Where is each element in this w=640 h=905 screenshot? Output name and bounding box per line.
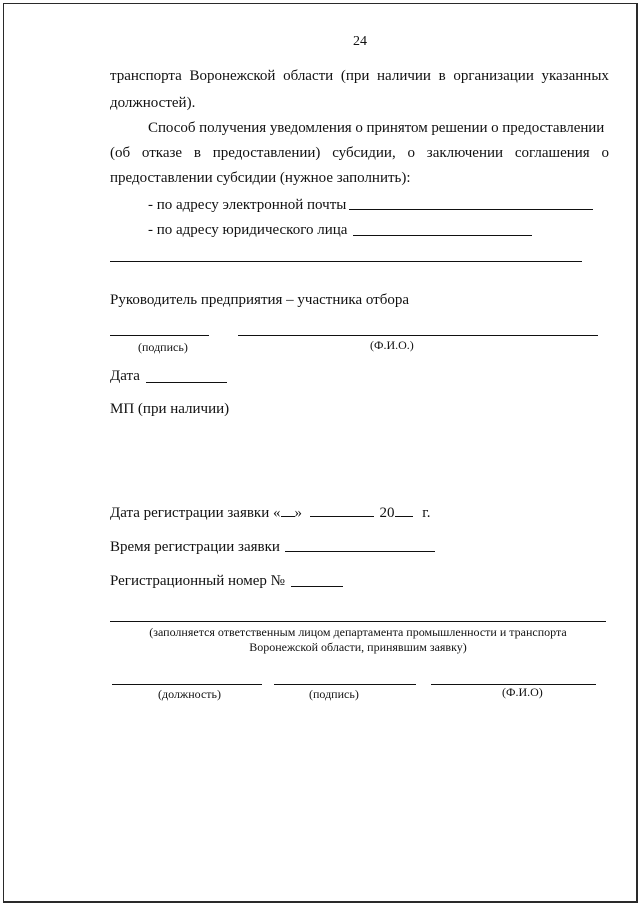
option-email-label: - по адресу электронной почты (148, 197, 347, 213)
paragraph-2-line-2: (об отказе в предоставлении) субсидии, о заключении соглашения о (110, 145, 609, 161)
responsible-signature-caption: (подпись) (309, 687, 359, 701)
head-signature-caption: (подпись) (138, 340, 188, 354)
registration-number-field[interactable] (291, 586, 343, 587)
scan-frame (3, 3, 638, 903)
registration-day-field[interactable] (281, 503, 295, 517)
option-legal-address-label: - по адресу юридического лица (148, 222, 348, 238)
registration-number-label: Регистрационный номер № (110, 573, 285, 589)
paragraph-2-line-3: предоставлении субсидии (нужное заполнить): (110, 170, 411, 186)
page-number: 24 (353, 34, 367, 49)
head-name-field[interactable] (238, 335, 598, 336)
head-of-enterprise-title: Руководитель предприятия – участника отбора (110, 292, 410, 308)
registration-date-label: Дата регистрации заявки « (110, 505, 281, 521)
email-address-field[interactable] (349, 209, 593, 210)
responsible-name-caption: (Ф.И.О) (502, 685, 543, 699)
date-field[interactable] (146, 382, 227, 383)
registration-date-row: Дата регистрации заявки « » 20 г. (110, 505, 431, 521)
responsible-person-line[interactable] (110, 621, 606, 622)
registration-time-label: Время регистрации заявки (110, 539, 280, 555)
registration-month-field[interactable] (310, 503, 374, 517)
head-name-caption: (Ф.И.О.) (370, 338, 414, 352)
legal-address-field[interactable] (353, 235, 532, 236)
registration-year-field[interactable] (395, 503, 413, 517)
address-continuation-line[interactable] (110, 261, 582, 262)
footer-note-line-1: (заполняется ответственным лицом департамента промышленности и транспорта (149, 625, 567, 639)
head-signature-field[interactable] (110, 335, 209, 336)
responsible-signature-field[interactable] (274, 684, 416, 685)
paragraph-2-line-1: Способ получения уведомления о принятом решении о предоставлении (148, 120, 605, 136)
paragraph-1-line-1: транспорта Воронежской области (при наличии в организации указанных (110, 68, 609, 84)
footer-note-line-2: Воронежской области, принявшим заявку) (249, 640, 467, 654)
date-label: Дата (110, 368, 140, 384)
paragraph-1-line-2: должностей). (110, 95, 196, 111)
stamp-label: МП (при наличии) (110, 401, 230, 417)
registration-time-field[interactable] (285, 551, 435, 552)
position-field[interactable] (112, 684, 262, 685)
position-caption: (должность) (158, 687, 221, 701)
